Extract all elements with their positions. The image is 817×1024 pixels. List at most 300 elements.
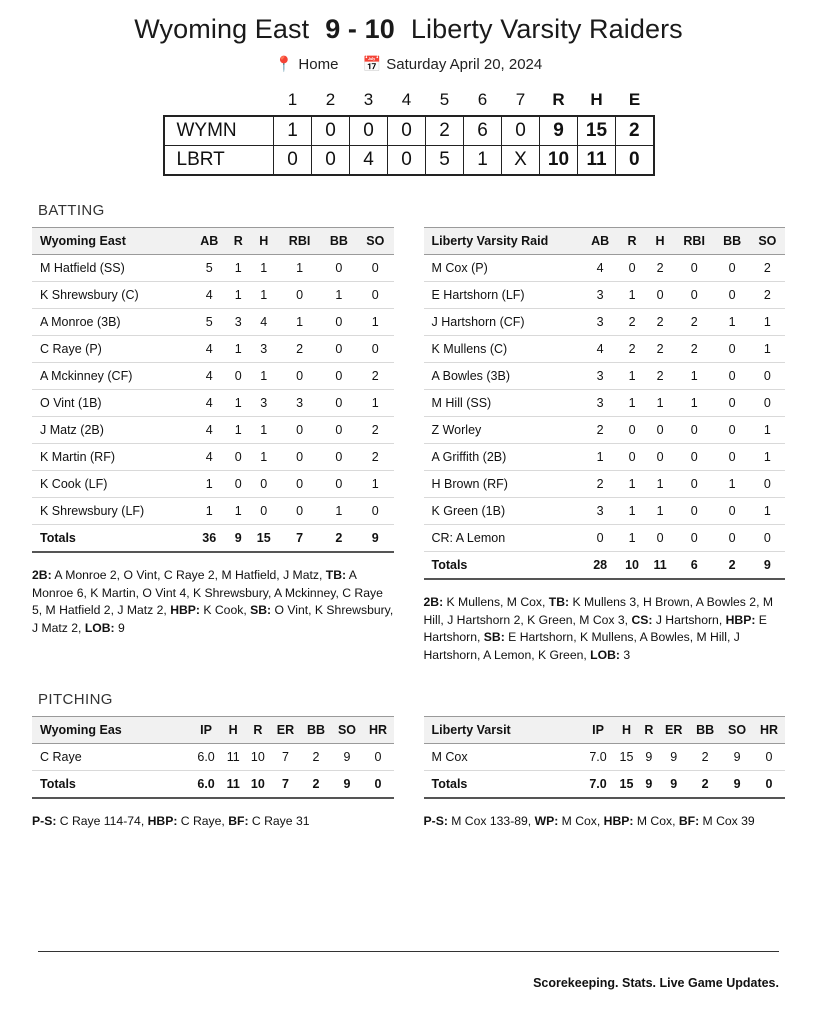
stat-rbi: 1 — [674, 363, 715, 390]
total-ab: 36 — [191, 525, 227, 553]
pitching-away-team-header: Wyoming Eas — [32, 716, 191, 743]
stat-rbi: 0 — [279, 282, 321, 309]
table-row — [32, 282, 394, 309]
stat-r: 3 — [227, 309, 249, 336]
stat-ab: 5 — [191, 255, 227, 282]
col-r: R — [245, 716, 270, 743]
stat-h: 1 — [646, 390, 673, 417]
stat-h: 2 — [646, 309, 673, 336]
stat-hr: 0 — [753, 743, 785, 770]
away-errors: 2 — [616, 116, 654, 146]
stat-bb: 0 — [321, 444, 357, 471]
player-name: K Green (1B) — [424, 498, 583, 525]
errors-header: E — [628, 90, 641, 109]
total-h: 15 — [249, 525, 279, 553]
away-hits: 15 — [578, 116, 616, 146]
linescore-team-header — [164, 87, 274, 116]
stat-rbi: 2 — [279, 336, 321, 363]
linescore-header-row — [164, 87, 654, 116]
totals-row — [424, 552, 786, 580]
stat-rbi: 0 — [674, 525, 715, 552]
table-row — [32, 363, 394, 390]
pitching-home-column — [424, 716, 786, 831]
table-row — [424, 417, 786, 444]
stat-so: 2 — [750, 255, 785, 282]
calendar-icon: 📅 — [362, 56, 382, 73]
inning-header-1: 1 — [287, 90, 298, 109]
date-meta — [363, 55, 543, 73]
table-row — [424, 255, 786, 282]
col-rbi: RBI — [674, 228, 715, 255]
stat-ip: 6.0 — [191, 743, 221, 770]
stat-ab: 3 — [583, 282, 618, 309]
inning-header-3: 3 — [363, 90, 374, 109]
note-label: P-S: — [32, 813, 57, 828]
stat-ab: 1 — [191, 471, 227, 498]
player-name: J Hartshorn (CF) — [424, 309, 583, 336]
note-text: 3 — [619, 648, 631, 663]
stat-rbi: 0 — [279, 444, 321, 471]
col-so: SO — [721, 716, 753, 743]
stat-ab: 4 — [191, 363, 227, 390]
total-hr: 0 — [753, 770, 785, 798]
table-row — [424, 525, 786, 552]
note-text: M Cox, — [633, 813, 679, 828]
table-row — [424, 336, 786, 363]
table-row — [424, 444, 786, 471]
table-row — [32, 255, 394, 282]
stat-ab: 4 — [191, 282, 227, 309]
note-label: SB: — [483, 630, 505, 645]
total-bb: 2 — [715, 552, 750, 580]
totals-label: Totals — [32, 525, 191, 553]
note-text: M Cox, — [558, 813, 604, 828]
stat-bb: 1 — [715, 471, 750, 498]
date-label: Saturday April 20, 2024 — [386, 56, 543, 73]
stat-rbi: 0 — [674, 498, 715, 525]
col-bb: BB — [689, 716, 721, 743]
note-text: 9 — [114, 621, 125, 636]
pitching-away-table — [32, 716, 394, 799]
note-label: SB: — [250, 603, 272, 618]
note-text: A Monroe 2, O Vint, C Raye 2, M Hatfield, J Matz, — [51, 568, 326, 582]
total-r: 10 — [245, 770, 270, 798]
stat-ab: 4 — [191, 390, 227, 417]
table-row — [32, 471, 394, 498]
stat-r: 0 — [227, 363, 249, 390]
total-bb: 2 — [321, 525, 357, 553]
stat-so: 2 — [357, 363, 393, 390]
totals-label: Totals — [424, 552, 583, 580]
home-runs: 10 — [540, 146, 578, 176]
stat-ab: 2 — [583, 471, 618, 498]
player-name: K Shrewsbury (LF) — [32, 498, 191, 525]
home-team-name: Liberty Varsity Raiders — [410, 14, 683, 44]
stat-bb: 0 — [321, 417, 357, 444]
total-h: 11 — [221, 770, 245, 798]
stat-ab: 3 — [583, 390, 618, 417]
batting-home-body — [424, 255, 786, 580]
col-er: ER — [658, 716, 689, 743]
table-row — [32, 336, 394, 363]
away-inning-1: 1 — [274, 116, 312, 146]
linescore-table — [163, 87, 655, 176]
away-runs: 9 — [540, 116, 578, 146]
stat-rbi: 0 — [279, 471, 321, 498]
stat-h: 2 — [646, 363, 673, 390]
pitching-home-body — [424, 743, 786, 798]
away-inning-7: 0 — [502, 116, 540, 146]
stat-rbi: 0 — [674, 471, 715, 498]
col-r: R — [639, 716, 658, 743]
stat-bb: 0 — [321, 336, 357, 363]
stat-ab: 5 — [191, 309, 227, 336]
stat-so: 0 — [750, 471, 785, 498]
table-row — [424, 309, 786, 336]
away-inning-3: 0 — [350, 116, 388, 146]
stat-r: 2 — [618, 309, 647, 336]
batting-home-notes — [424, 594, 786, 665]
totals-row — [32, 525, 394, 553]
stat-ab: 2 — [583, 417, 618, 444]
player-name: K Martin (RF) — [32, 444, 191, 471]
pitching-columns — [0, 716, 817, 831]
stat-so: 0 — [357, 282, 393, 309]
stat-r: 0 — [618, 417, 647, 444]
home-inning-7: X — [502, 146, 540, 176]
batting-columns — [0, 227, 817, 665]
pitching-away-column — [32, 716, 394, 831]
note-label: HBP: — [725, 612, 756, 627]
stat-h: 1 — [646, 471, 673, 498]
stat-r: 1 — [618, 525, 647, 552]
stat-r: 10 — [245, 743, 270, 770]
linescore-container — [0, 87, 817, 176]
table-header-row — [32, 228, 394, 255]
stat-bb: 0 — [321, 309, 357, 336]
total-so: 9 — [357, 525, 393, 553]
stat-so: 1 — [750, 498, 785, 525]
stat-bb: 2 — [300, 743, 331, 770]
col-ab: AB — [191, 228, 227, 255]
player-name: H Brown (RF) — [424, 471, 583, 498]
player-name: O Vint (1B) — [32, 390, 191, 417]
total-er: 7 — [270, 770, 300, 798]
col-h: H — [646, 228, 673, 255]
linescore-away-team: WYMN — [164, 116, 274, 146]
stat-so: 1 — [750, 417, 785, 444]
player-name: K Cook (LF) — [32, 471, 191, 498]
note-text: O Vint, K Shrewsbury, J Matz 2, — [32, 603, 394, 636]
stat-ab: 4 — [191, 417, 227, 444]
col-r: R — [618, 228, 647, 255]
total-h: 15 — [614, 770, 640, 798]
runs-header: R — [552, 90, 565, 109]
batting-home-team-header: Liberty Varsity Raid — [424, 228, 583, 255]
stat-r: 9 — [639, 743, 658, 770]
table-row — [424, 743, 786, 770]
stat-h: 0 — [249, 498, 279, 525]
matchup-line — [0, 14, 817, 45]
location-label: Home — [298, 56, 339, 73]
stat-ab: 0 — [583, 525, 618, 552]
stat-bb: 0 — [715, 417, 750, 444]
stat-h: 3 — [249, 390, 279, 417]
total-rbi: 6 — [674, 552, 715, 580]
totals-label: Totals — [32, 770, 191, 798]
stat-bb: 0 — [321, 363, 357, 390]
pitcher-name: C Raye — [32, 743, 191, 770]
stat-bb: 0 — [321, 255, 357, 282]
stat-h: 2 — [646, 336, 673, 363]
hits-header: H — [590, 90, 603, 109]
away-inning-2: 0 — [312, 116, 350, 146]
player-name: A Monroe (3B) — [32, 309, 191, 336]
col-h: H — [249, 228, 279, 255]
stat-so: 9 — [331, 743, 362, 770]
linescore-row-away — [164, 116, 654, 146]
stat-ab: 1 — [583, 444, 618, 471]
stat-rbi: 0 — [279, 417, 321, 444]
total-h: 11 — [646, 552, 673, 580]
note-text: C Raye 31 — [248, 813, 310, 828]
stat-r: 0 — [618, 444, 647, 471]
total-ip: 6.0 — [191, 770, 221, 798]
table-header-row — [32, 716, 394, 743]
total-ip: 7.0 — [583, 770, 614, 798]
stat-bb: 1 — [715, 309, 750, 336]
stat-h: 1 — [646, 498, 673, 525]
note-label: BF: — [678, 813, 700, 828]
stat-r: 1 — [227, 336, 249, 363]
batting-home-column — [424, 227, 786, 665]
stat-rbi: 0 — [674, 417, 715, 444]
player-name: M Hill (SS) — [424, 390, 583, 417]
batting-away-body — [32, 255, 394, 553]
total-hr: 0 — [362, 770, 393, 798]
note-text: K Mullens, M Cox, — [443, 595, 549, 609]
note-label: CS: — [631, 612, 653, 627]
table-row — [424, 498, 786, 525]
stat-r: 1 — [227, 498, 249, 525]
footer-tagline: Scorekeeping. Stats. Live Game Updates. — [533, 976, 779, 990]
totals-label: Totals — [424, 770, 583, 798]
stat-h: 3 — [249, 336, 279, 363]
table-row — [32, 390, 394, 417]
note-label: TB: — [548, 595, 570, 609]
stat-r: 1 — [618, 471, 647, 498]
linescore-row-home — [164, 146, 654, 176]
pitching-home-notes — [424, 813, 786, 831]
home-inning-1: 0 — [274, 146, 312, 176]
stat-bb: 0 — [715, 390, 750, 417]
col-bb: BB — [715, 228, 750, 255]
pitching-away-notes — [32, 813, 394, 831]
stat-bb: 0 — [715, 282, 750, 309]
stat-h: 2 — [646, 255, 673, 282]
note-text: M Cox 39 — [699, 813, 755, 828]
stat-r: 1 — [227, 282, 249, 309]
stat-h: 4 — [249, 309, 279, 336]
linescore-body — [164, 116, 654, 175]
note-text: K Mullens 3, H Brown, A Bowles 2, M Hill, J Hartshorn 2, K Green, M Cox 3, — [423, 595, 773, 627]
col-er: ER — [270, 716, 300, 743]
totals-row — [32, 770, 394, 798]
final-score: 9 - 10 — [325, 14, 395, 44]
stat-h: 0 — [646, 444, 673, 471]
note-text: J Hartshorn, — [652, 612, 726, 627]
inning-header-5: 5 — [439, 90, 450, 109]
home-inning-3: 4 — [350, 146, 388, 176]
stat-h: 1 — [249, 417, 279, 444]
stat-h: 0 — [249, 471, 279, 498]
batting-away-team-header: Wyoming East — [32, 228, 191, 255]
stat-ab: 4 — [191, 444, 227, 471]
stat-bb: 1 — [321, 282, 357, 309]
stat-ip: 7.0 — [583, 743, 614, 770]
stat-rbi: 0 — [674, 282, 715, 309]
inning-header-6: 6 — [477, 90, 488, 109]
note-label: WP: — [534, 813, 559, 828]
stat-rbi: 0 — [674, 255, 715, 282]
stat-bb: 0 — [715, 444, 750, 471]
linescore-home-team: LBRT — [164, 146, 274, 176]
note-text: K Cook, — [199, 603, 251, 618]
table-header-row — [424, 228, 786, 255]
stat-r: 1 — [227, 417, 249, 444]
stat-bb: 0 — [715, 363, 750, 390]
away-team-name: Wyoming East — [134, 14, 310, 44]
stat-r: 1 — [618, 282, 647, 309]
total-rbi: 7 — [279, 525, 321, 553]
total-bb: 2 — [689, 770, 721, 798]
note-label: BF: — [228, 813, 249, 828]
stat-h: 1 — [249, 282, 279, 309]
stat-so: 9 — [721, 743, 753, 770]
stat-r: 1 — [618, 390, 647, 417]
stat-rbi: 1 — [674, 390, 715, 417]
stat-h: 1 — [249, 444, 279, 471]
col-ip: IP — [583, 716, 614, 743]
player-name: K Shrewsbury (C) — [32, 282, 191, 309]
stat-ab: 4 — [583, 336, 618, 363]
col-bb: BB — [321, 228, 357, 255]
stat-rbi: 0 — [279, 498, 321, 525]
table-header-row — [424, 716, 786, 743]
stat-so: 0 — [357, 255, 393, 282]
stat-bb: 0 — [321, 390, 357, 417]
game-meta — [0, 55, 817, 73]
total-so: 9 — [721, 770, 753, 798]
stat-h: 1 — [249, 255, 279, 282]
total-bb: 2 — [300, 770, 331, 798]
stat-so: 2 — [357, 417, 393, 444]
stat-r: 0 — [618, 255, 647, 282]
player-name: A Mckinney (CF) — [32, 363, 191, 390]
batting-home-table — [424, 227, 786, 580]
table-row — [424, 282, 786, 309]
stat-r: 0 — [227, 471, 249, 498]
home-inning-4: 0 — [388, 146, 426, 176]
stat-h: 0 — [646, 417, 673, 444]
col-bb: BB — [300, 716, 331, 743]
batting-away-table — [32, 227, 394, 553]
player-name: Z Worley — [424, 417, 583, 444]
home-inning-6: 1 — [464, 146, 502, 176]
stat-so: 0 — [750, 363, 785, 390]
stat-so: 0 — [750, 390, 785, 417]
note-label: P-S: — [423, 813, 448, 828]
stat-r: 1 — [227, 255, 249, 282]
stat-so: 1 — [357, 309, 393, 336]
stat-so: 2 — [357, 444, 393, 471]
note-label: HBP: — [147, 813, 178, 828]
player-name: M Cox (P) — [424, 255, 583, 282]
total-er: 9 — [658, 770, 689, 798]
note-text: A Monroe 6, K Martin, O Vint 4, K Shrewsbury, A Mckinney, C Raye 5, M Hatfield 2, J Matz 2, — [32, 568, 383, 618]
player-name: E Hartshorn (LF) — [424, 282, 583, 309]
col-hr: HR — [362, 716, 393, 743]
total-ab: 28 — [583, 552, 618, 580]
stat-rbi: 2 — [674, 336, 715, 363]
batting-section-title: BATTING — [38, 202, 105, 219]
stat-rbi: 0 — [279, 363, 321, 390]
table-row — [32, 498, 394, 525]
pitching-away-body — [32, 743, 394, 798]
stat-so: 0 — [750, 525, 785, 552]
total-so: 9 — [331, 770, 362, 798]
table-row — [32, 417, 394, 444]
stat-bb: 2 — [689, 743, 721, 770]
stat-rbi: 2 — [674, 309, 715, 336]
stat-ab: 4 — [583, 255, 618, 282]
stat-h: 0 — [646, 282, 673, 309]
scoreboard-header — [0, 0, 817, 73]
stat-r: 1 — [618, 363, 647, 390]
footer-divider — [38, 951, 779, 952]
col-ab: AB — [583, 228, 618, 255]
stat-ab: 3 — [583, 498, 618, 525]
player-name: C Raye (P) — [32, 336, 191, 363]
note-label: 2B: — [423, 595, 444, 609]
note-label: 2B: — [32, 568, 52, 582]
inning-header-4: 4 — [401, 90, 412, 109]
inning-header-7: 7 — [515, 90, 526, 109]
pitcher-name: M Cox — [424, 743, 583, 770]
stat-bb: 0 — [715, 498, 750, 525]
stat-ab: 4 — [191, 336, 227, 363]
note-label: TB: — [325, 568, 347, 582]
player-name: A Griffith (2B) — [424, 444, 583, 471]
stat-rbi: 1 — [279, 309, 321, 336]
note-label: HBP: — [170, 603, 200, 618]
stat-so: 1 — [750, 336, 785, 363]
stat-h: 15 — [614, 743, 640, 770]
totals-row — [424, 770, 786, 798]
player-name: A Bowles (3B) — [424, 363, 583, 390]
stat-h: 0 — [646, 525, 673, 552]
stat-r: 1 — [618, 498, 647, 525]
stat-r: 0 — [227, 444, 249, 471]
stat-ab: 1 — [191, 498, 227, 525]
note-text: E Hartshorn, — [423, 612, 767, 645]
stat-er: 7 — [270, 743, 300, 770]
player-name: CR: A Lemon — [424, 525, 583, 552]
batting-away-column — [32, 227, 394, 665]
stat-bb: 1 — [321, 498, 357, 525]
stat-rbi: 0 — [674, 444, 715, 471]
home-inning-5: 5 — [426, 146, 464, 176]
